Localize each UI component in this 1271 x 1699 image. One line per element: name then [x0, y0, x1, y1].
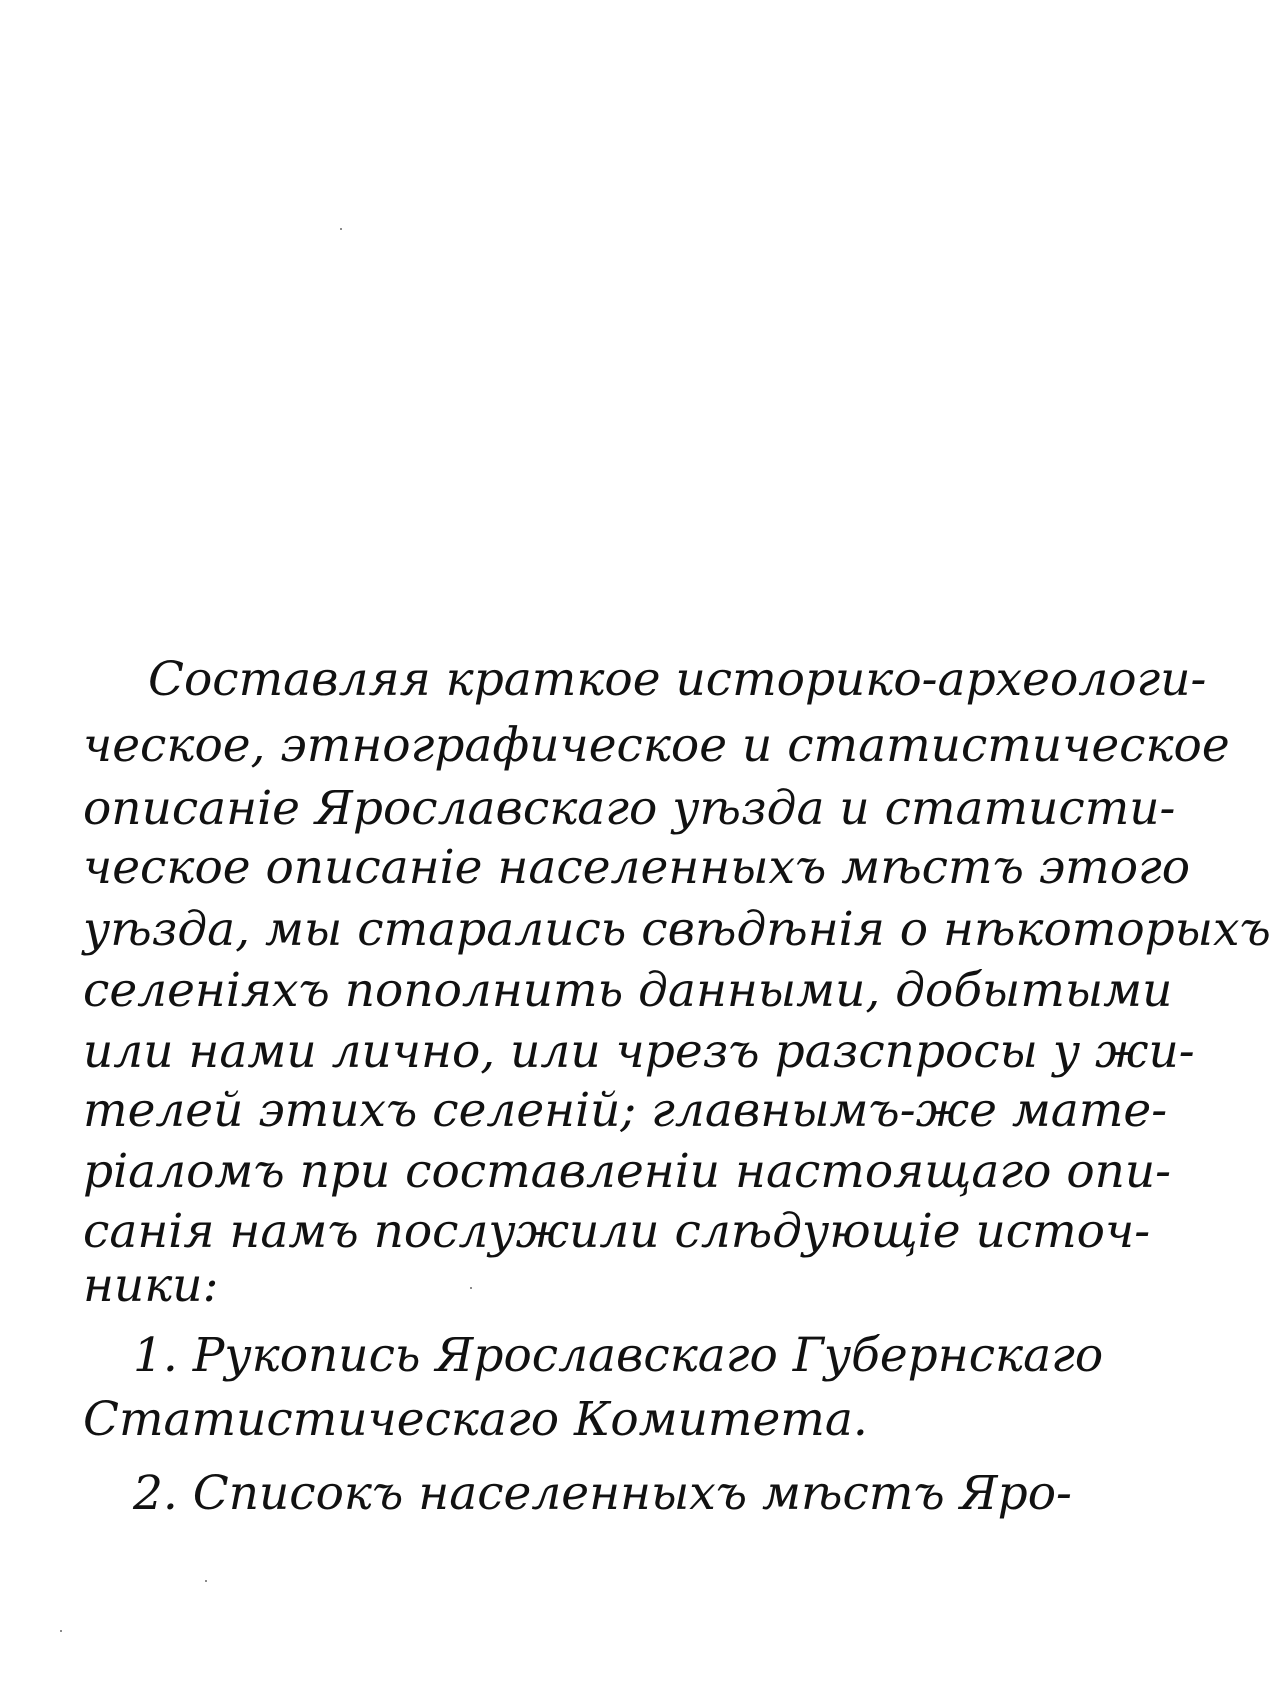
list-item-1-line-2: Статистическаго Комитета. — [83, 1392, 868, 1447]
list-item-1-line-1: 1. Рукопись Ярославскаго Губернскаго — [133, 1328, 1104, 1383]
paragraph-line-5: уѣзда, мы старались свѣдѣнiя о нѣкоторыхъ — [83, 902, 1271, 957]
paragraph-line-6: селенiяхъ пополнить данными, добытыми — [83, 963, 1173, 1018]
paragraph-line-9: рiаломъ при составленiи настоящаго опи- — [83, 1144, 1172, 1199]
paragraph-line-10: санiя намъ послужили слѣдующiе источ- — [83, 1204, 1151, 1259]
paper-speck — [205, 1580, 207, 1582]
paragraph-line-4: ческое описанiе населенныхъ мѣстъ этого — [83, 840, 1191, 895]
paper-speck — [470, 1287, 472, 1289]
paragraph-line-11: ники: — [83, 1258, 219, 1313]
list-item-2-line-1: 2. Списокъ населенныхъ мѣстъ Яро- — [133, 1466, 1072, 1521]
paper-speck — [60, 1630, 62, 1632]
paragraph-line-3: описанiе Ярославскаго уѣзда и статисти- — [83, 781, 1176, 836]
paragraph-line-8: телей этихъ селенiй; главнымъ-же мате- — [83, 1083, 1168, 1138]
paper-speck — [340, 228, 342, 230]
paragraph-line-7: или нами лично, или чрезъ разспросы у жи- — [83, 1024, 1195, 1079]
paragraph-line-2: ческое, этнографическое и статистическое — [83, 718, 1230, 773]
paragraph-line-1: Составляя краткое историко-археологи- — [148, 652, 1207, 707]
